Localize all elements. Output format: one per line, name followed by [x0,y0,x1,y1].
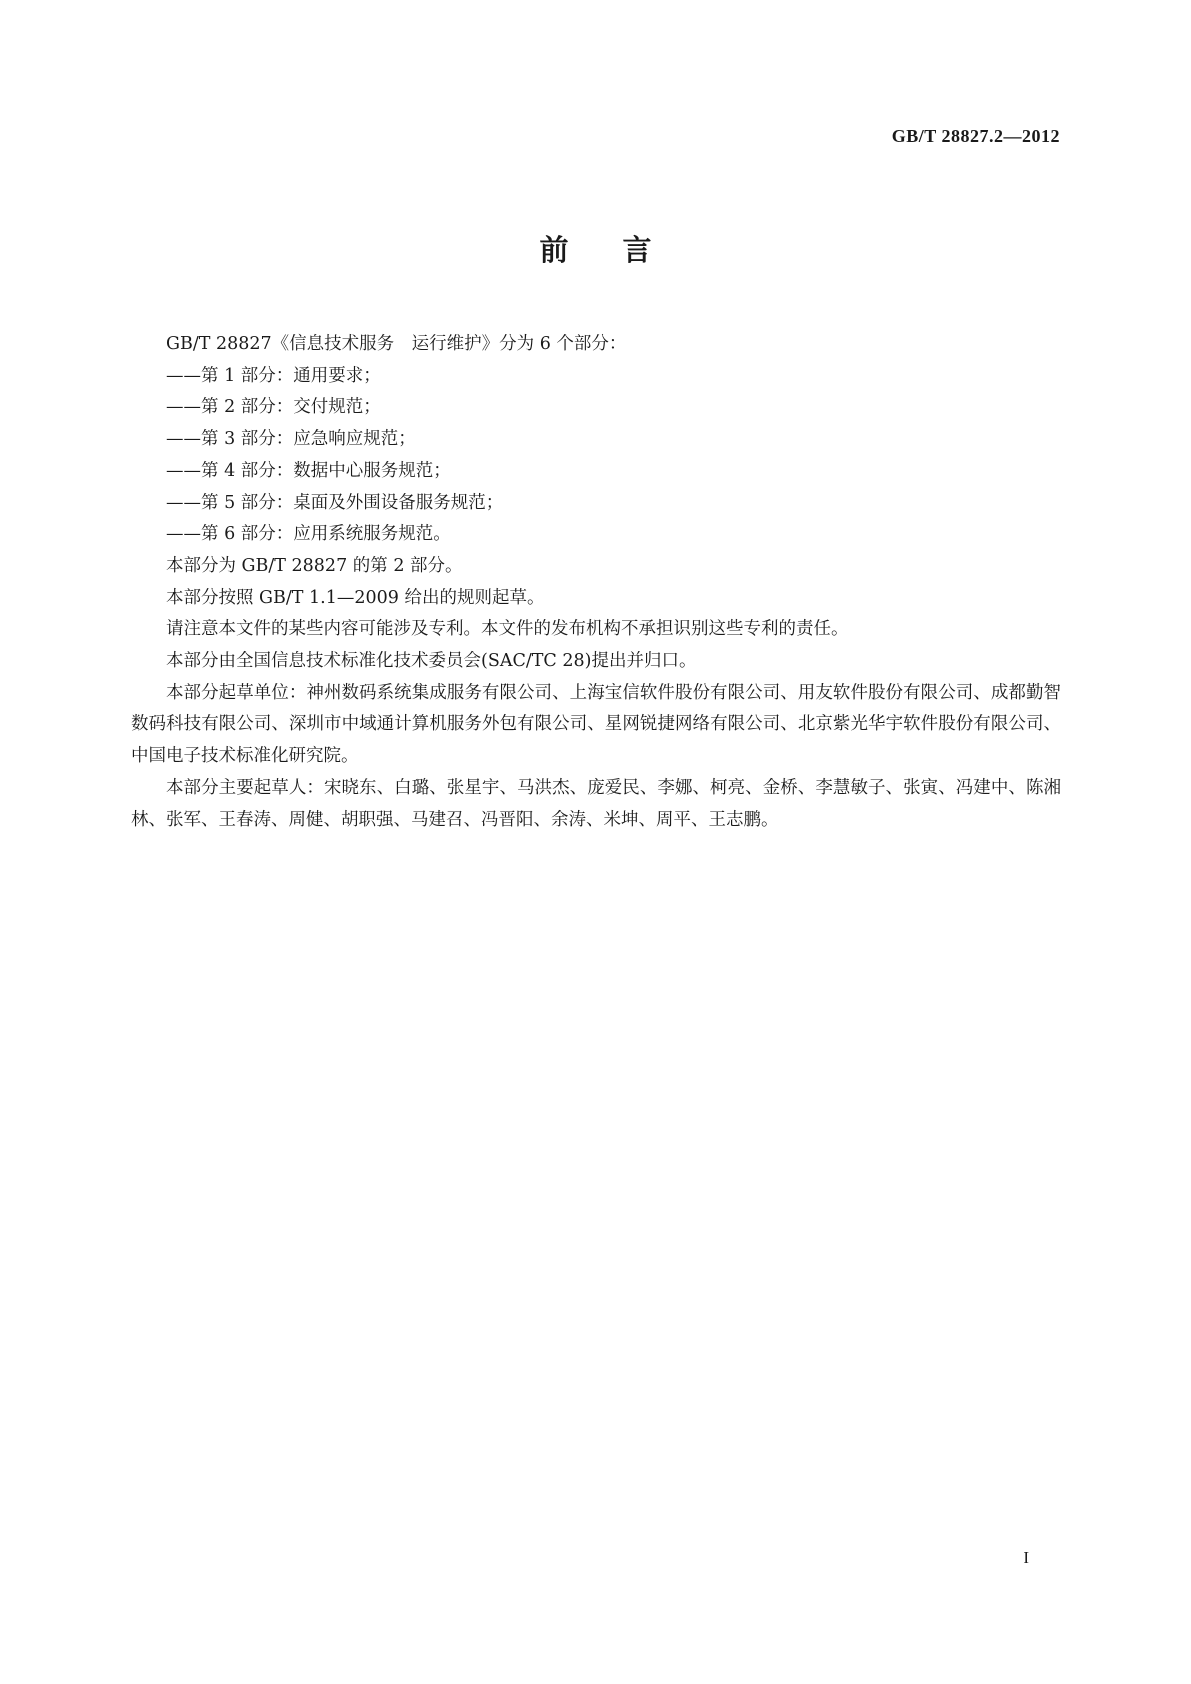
foreword-body [131,329,1061,836]
page-title: 前言 [539,233,706,267]
list-item: ——第 3 部分：应急响应规范； [166,429,416,450]
page-number: I [1023,1548,1029,1567]
paragraph-part-statement: 本部分为 GB/T 28827 的第 2 部分。 [166,555,463,576]
list-item: ——第 5 部分：桌面及外围设备服务规范； [166,492,504,513]
paragraph-patent-notice: 请注意本文件的某些内容可能涉及专利。本文件的发布机构不承担识别这些专利的责任。 [166,619,849,640]
list-item: ——第 1 部分：通用要求； [166,365,381,386]
intro-paragraph: GB/T 28827《信息技术服务 运行维护》分为 6 个部分： [166,334,627,354]
list-item: ——第 6 部分：应用系统服务规范。 [166,524,451,545]
document-number: GB/T 28827.2—2012 [891,126,1060,146]
paragraph-drafting-units: 本部分起草单位：神州数码系统集成服务有限公司、上海宝信软件股份有限公司、用友软件股份有限公司、成都勤智数码科技有限公司、深圳市中域通计算机服务外包有限公司、星网锐捷网络有限公司、北京紫光华宇软件股份有限公司、中国电子技术标准化研究院。 [131,682,1061,767]
list-item: ——第 4 部分：数据中心服务规范； [166,460,451,481]
parts-list [131,361,1061,551]
paragraph-proposer: 本部分由全国信息技术标准化技术委员会(SAC/TC 28)提出并归口。 [166,651,697,672]
paragraph-drafters: 本部分主要起草人：宋晓东、白璐、张星宇、马洪杰、庞爱民、李娜、柯亮、金桥、李慧敏子、张寅、冯建中、陈湘林、张军、王春涛、周健、胡职强、马建召、冯晋阳、余涛、米坤、周平、王志鹏。 [131,777,1061,830]
list-item: ——第 2 部分：交付规范； [166,397,381,418]
paragraph-drafting-rules: 本部分按照 GB/T 1.1—2009 给出的规则起草。 [166,587,545,608]
